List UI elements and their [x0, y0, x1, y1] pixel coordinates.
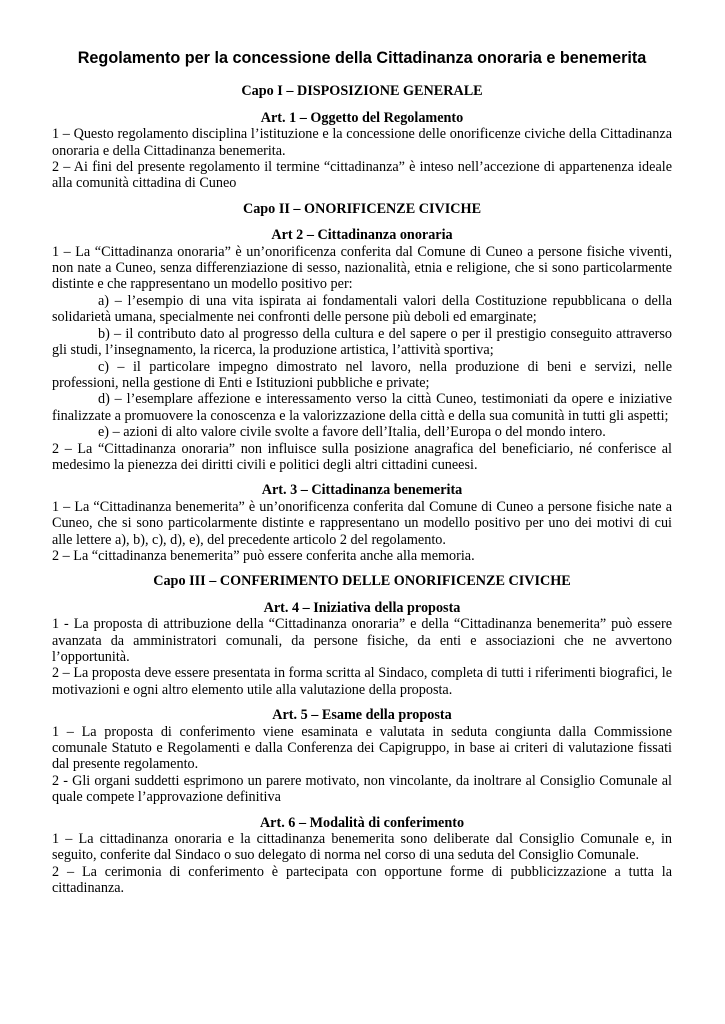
paragraph: 2 - Gli organi suddetti esprimono un parere motivato, non vincolante, da inoltrare al Consiglio Comunale al quale compete l’approvazione definitiva — [52, 772, 672, 806]
article-heading: Art. 5 – Esame della proposta — [272, 707, 452, 724]
article-heading: Art. 6 – Modalità di conferimento — [259, 814, 465, 831]
paragraph: 1 – La proposta di conferimento viene esaminata e valutata in seduta congiunta dalla Commissione comunale Statuto e Regolamenti e dalla Conferenza dei Capigruppo, in base ai criteri di valutazione fissati dal presente regolamento. — [52, 723, 672, 773]
paragraph: 1 – Questo regolamento disciplina l’istituzione e la concessione delle onorificenze civiche della Cittadinanza onoraria e della Cittadinanza benemerita. — [52, 126, 672, 159]
chapter-heading: Capo III – CONFERIMENTO DELLE ONORIFICENZE CIVICHE — [153, 573, 571, 590]
article-1 — [52, 110, 672, 192]
chapter-heading: Capo I – DISPOSIZIONE GENERALE — [241, 83, 483, 100]
list-item: b) – il contributo dato al progresso della cultura e del sapere o per il prestigio conseguito attraverso gli studi, l’insegnamento, la ricerca, la produzione artistica, l’attività sportiva; — [52, 325, 672, 359]
paragraph: 2 – La “Cittadinanza onoraria” non influisce sulla posizione anagrafica del beneficiario, né conferisce al medesimo la pienezza dei diritti civili e politici degli altri cittadini cuneesi. — [52, 440, 672, 473]
article-heading: Art. 3 – Cittadinanza benemerita — [261, 482, 463, 499]
paragraph: 1 – La “Cittadinanza onoraria” è un’onorificenza conferita dal Comune di Cuneo a persone fisiche viventi, non nate a Cuneo, senza differenziazione di sesso, nazionalità, etnia e religione, che si sono particolarmente distinte e che rappresentano un modello positivo per: — [52, 243, 672, 293]
document-title: Regolamento per la concessione della Cittadinanza onoraria e benemerita — [77, 49, 647, 67]
article-heading: Art. 1 – Oggetto del Regolamento — [260, 109, 464, 126]
paragraph: 2 – La “cittadinanza benemerita” può essere conferita anche alla memoria. — [52, 547, 475, 564]
document-page — [52, 50, 672, 906]
article-6 — [52, 815, 672, 897]
paragraph: 2 – La proposta deve essere presentata in forma scritta al Sindaco, completa di tutti i riferimenti biografici, le motivazioni e ogni altro elemento utile alla valutazione della proposta. — [52, 665, 672, 698]
list-item: e) – azioni di alto valore civile svolte a favore dell’Italia, dell’Europa o del mondo intero. — [98, 424, 606, 441]
article-2 — [52, 227, 672, 473]
list-item: d) – l’esemplare affezione e interessamento verso la città Cuneo, testimoniati da opere e iniziative finalizzate a promuovere la conoscenza e la valorizzazione della città e della sua comunità in tutti gli aspetti; — [52, 391, 672, 424]
article-heading: Art. 4 – Iniziativa della proposta — [263, 599, 461, 616]
chapter-heading: Capo II – ONORIFICENZE CIVICHE — [242, 200, 482, 217]
article-4 — [52, 600, 672, 698]
list-item: c) – il particolare impegno dimostrato nel lavoro, nella produzione di beni e servizi, nelle professioni, nella gestione di Enti e Istituzioni pubbliche e private; — [52, 358, 672, 391]
paragraph: 1 - La proposta di attribuzione della “Cittadinanza onoraria” e della “Cittadinanza benemerita” può essere avanzata da amministratori comunali, da persone fisiche, da enti e associazioni che ne avvertono l’opportunità. — [52, 616, 672, 665]
paragraph: 2 – La cerimonia di conferimento è partecipata con opportune forme di pubblicizzazione a tutta la cittadinanza. — [52, 863, 672, 897]
paragraph: 2 – Ai fini del presente regolamento il termine “cittadinanza” è inteso nell’accezione di appartenenza ideale alla comunità cittadina di Cuneo — [52, 159, 672, 192]
list-item: a) – l’esempio di una vita ispirata ai fondamentali valori della Costituzione repubblicana o della solidarietà umana, specialmente nei confronti delle persone più deboli ed emarginate; — [52, 292, 672, 326]
article-5 — [52, 707, 672, 805]
paragraph: 1 – La cittadinanza onoraria e la cittadinanza benemerita sono deliberate dal Consiglio Comunale e, in seguito, conferite dal Sindaco o suo delegato di norma nel corso di una seduta del Consiglio Comunale. — [52, 831, 672, 864]
paragraph: 1 – La “Cittadinanza benemerita” è un’onorificenza conferita dal Comune di Cuneo a persone fisiche nate a Cuneo, che si sono particolarmente distinte e rappresentano un modello positivo per uno dei motivi di cui alle lettere a), b), c), d), e), del precedente articolo 2 del regolamento. — [52, 498, 672, 548]
article-heading: Art 2 – Cittadinanza onoraria — [271, 227, 453, 244]
article-3 — [52, 482, 672, 564]
